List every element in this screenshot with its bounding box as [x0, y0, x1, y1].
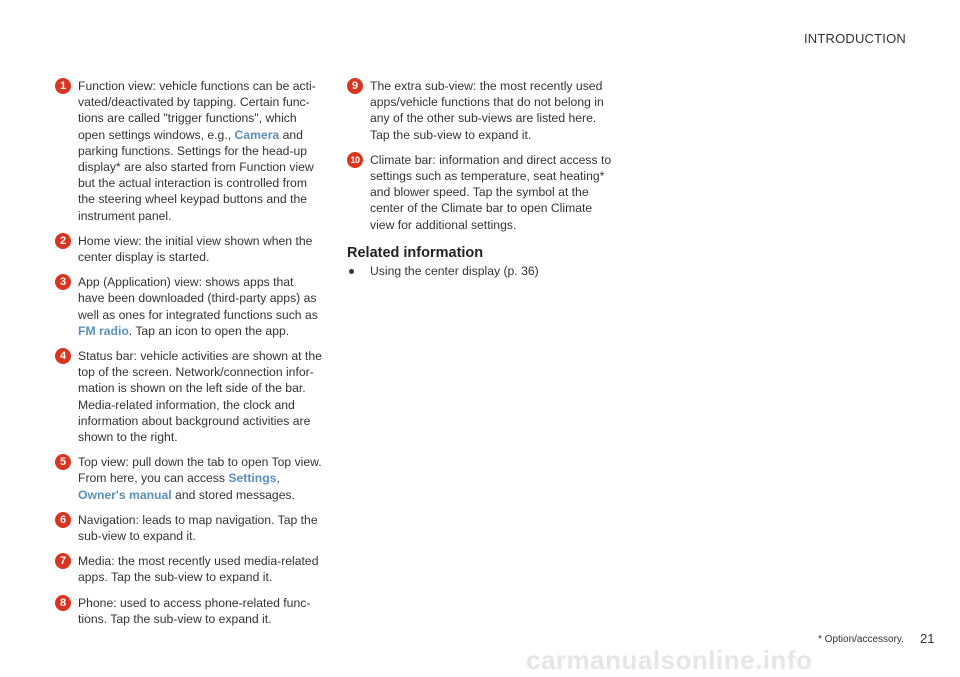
- list-item-5: [55, 454, 323, 503]
- item-text-4: Status bar: vehicle activities are shown at the top of the screen. Network/connection infor- mation is shown on the left side of the bar. Media-related information, the clock and information about background activities are shown to the right.: [78, 349, 322, 445]
- number-badge-5: 5: [55, 454, 71, 470]
- number-badge-10: 10: [347, 152, 363, 168]
- number-badge-3: 3: [55, 274, 71, 290]
- item-text-5: Top view: pull down the tab to open Top view. From here, you can access Settings, Owner's manual and stored messages.: [78, 455, 322, 502]
- camera-link[interactable]: Camera: [234, 127, 280, 142]
- list-item-4: [55, 348, 323, 445]
- item-text-1: Function view: vehicle functions can be acti- vated/deactivated by tapping. Certain func- tions are called "trigger functions", which open settings windows, e.g., Camera and parking functions. Settings for the head-up display* are also started from Function view but the actual interaction is controlled from the steering wheel keypad buttons and the instrument panel.: [78, 79, 316, 223]
- list-item-8: [55, 595, 323, 627]
- number-badge-7: 7: [55, 553, 71, 569]
- number-badge-1: 1: [55, 78, 71, 94]
- item-text-10: Climate bar: information and direct access to settings such as temperature, seat heating* and blower speed. Tap the symbol at the center of the Climate bar to open Climate view for additional settings.: [370, 152, 612, 232]
- footnote: * Option/accessory.: [818, 634, 904, 645]
- fm-radio-link[interactable]: FM radio: [78, 323, 129, 338]
- number-badge-8: 8: [55, 595, 71, 611]
- item-text-3: App (Application) view: shows apps that have been downloaded (third-party apps) as well as ones for integrated functions such as FM radio. Tap an icon to open the app.: [78, 275, 318, 338]
- number-badge-2: 2: [55, 233, 71, 249]
- item-text-6: Navigation: leads to map navigation. Tap the sub-view to expand it.: [78, 512, 318, 544]
- item-text-9: The extra sub-view: the most recently used apps/vehicle functions that do not belong in any of the other sub-views are listed here. Tap the sub-view to expand it.: [370, 79, 604, 142]
- list-item-1: [55, 78, 323, 224]
- list-item-7: [55, 553, 323, 585]
- right-column: [347, 78, 615, 279]
- item-text-2: Home view: the initial view shown when the center display is started.: [78, 233, 313, 265]
- item-text-7: Media: the most recently used media-related apps. Tap the sub-view to expand it.: [78, 554, 319, 585]
- watermark-logo: carmanualsonline.info: [526, 645, 813, 675]
- list-item-10: [347, 152, 615, 233]
- item-text-8: Phone: used to access phone-related func- tions. Tap the sub-view to expand it.: [78, 595, 311, 626]
- number-badge-4: 4: [55, 348, 71, 364]
- list-item-2: [55, 233, 323, 265]
- left-column: [55, 78, 323, 636]
- number-badge-9: 9: [347, 78, 363, 94]
- section-header: INTRODUCTION: [803, 31, 906, 46]
- list-item-9: [347, 78, 615, 143]
- list-item-3: [55, 274, 323, 339]
- number-badge-6: 6: [55, 512, 71, 528]
- page-number: 21: [920, 631, 935, 646]
- bullet-icon: [349, 269, 354, 274]
- related-link-center-display[interactable]: Using the center display (p. 36): [370, 263, 539, 278]
- related-information-heading: Related information: [347, 244, 484, 261]
- owners-manual-link[interactable]: Owner's manual: [78, 487, 172, 502]
- related-link-item: [347, 263, 615, 279]
- settings-link[interactable]: Settings: [228, 471, 277, 486]
- list-item-6: [55, 512, 323, 544]
